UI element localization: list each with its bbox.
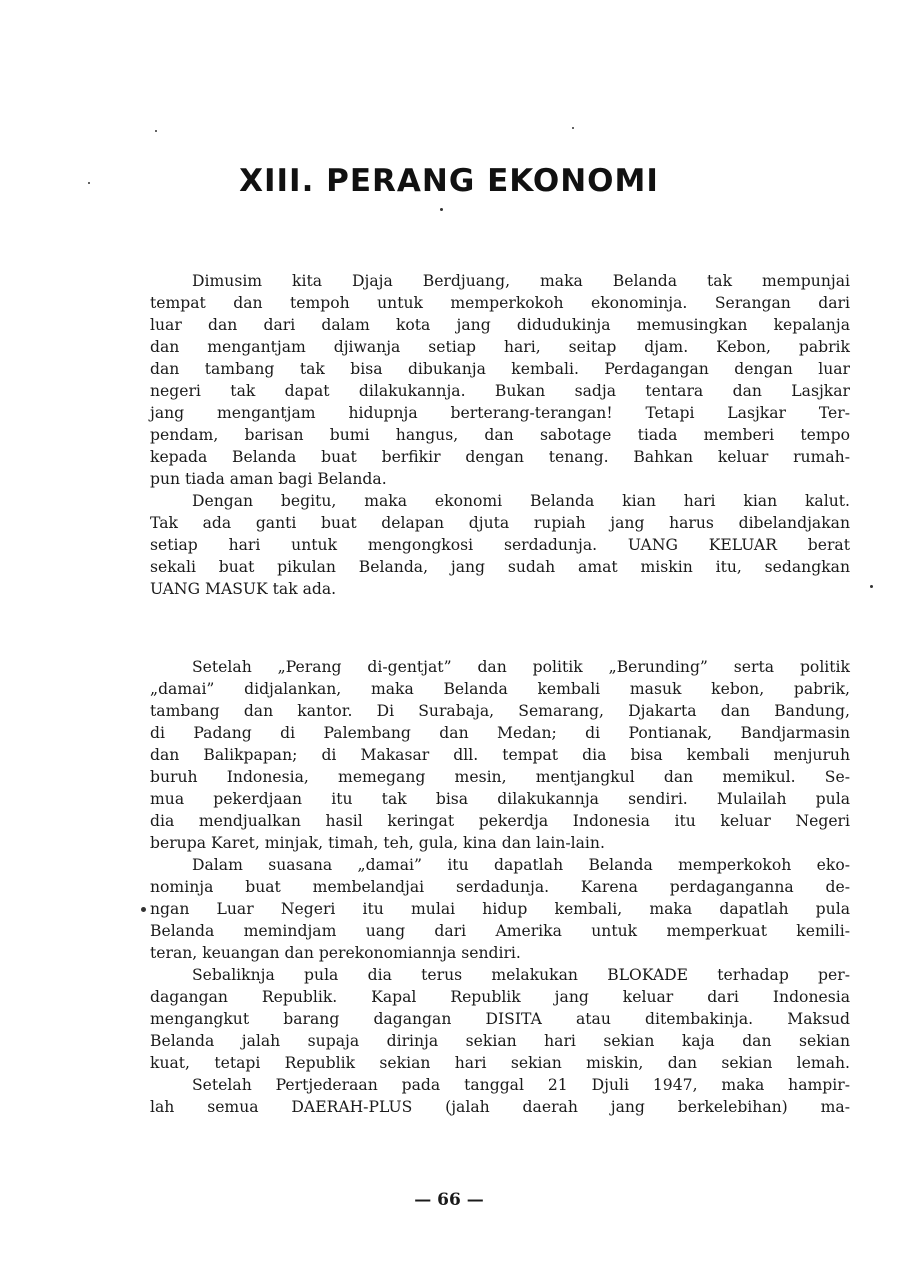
- text-line: Dengan begitu, maka ekonomi Belanda kian hari kian kalut.: [192, 492, 850, 510]
- text-line: Setelah Pertjederaan pada tanggal 21 Djuli 1947, maka hampir-: [192, 1076, 850, 1094]
- text-line: tempat dan tempoh untuk memperkokoh ekonominja. Serangan dari: [150, 294, 850, 312]
- text-line: luar dan dari dalam kota jang didudukinja memusingkan kepalanja: [150, 316, 850, 334]
- text-line: Sebaliknja pula dia terus melakukan BLOKADE terhadap per-: [192, 966, 850, 984]
- text-line: jang mengantjam hidupnja berterang-terangan! Tetapi Lasjkar Ter-: [150, 404, 850, 422]
- text-line: lah semua DAERAH-PLUS (jalah daerah jang berkelebihan) ma-: [150, 1098, 850, 1116]
- scan-speck: [572, 127, 574, 129]
- scan-speck: [440, 208, 443, 211]
- text-line: pun tiada aman bagi Belanda.: [150, 470, 387, 488]
- section-2-text: [150, 656, 850, 1118]
- page-number: — 66 —: [414, 1190, 484, 1210]
- text-line: pendam, barisan bumi hangus, dan sabotage tiada memberi tempo: [150, 426, 850, 444]
- text-line: Dalam suasana „damai” itu dapatlah Belanda memperkokoh eko-: [192, 856, 850, 874]
- chapter-title: XIII. PERANG EKONOMI: [239, 163, 659, 199]
- text-line: Tak ada ganti buat delapan djuta rupiah jang harus dibelandjakan: [150, 514, 850, 532]
- text-line: buruh Indonesia, memegang mesin, mentjangkul dan memikul. Se-: [150, 768, 850, 786]
- text-line: tambang dan kantor. Di Surabaja, Semarang, Djakarta dan Bandung,: [150, 702, 850, 720]
- text-line: Belanda jalah supaja dirinja sekian hari sekian kaja dan sekian: [150, 1032, 850, 1050]
- text-line: dan Balikpapan; di Makasar dll. tempat dia bisa kembali menjuruh: [150, 746, 850, 764]
- text-line: setiap hari untuk mengongkosi serdadunja. UANG KELUAR berat: [150, 536, 850, 554]
- text-line: berupa Karet, minjak, timah, teh, gula, kina dan lain-lain.: [150, 834, 605, 852]
- text-line: kepada Belanda buat berfikir dengan tenang. Bahkan keluar rumah-: [150, 448, 850, 466]
- scan-speck: [870, 585, 873, 588]
- text-line: ngan Luar Negeri itu mulai hidup kembali, maka dapatlah pula: [150, 900, 850, 918]
- text-line: mengangkut barang dagangan DISITA atau ditembakinja. Maksud: [150, 1010, 850, 1028]
- text-line: di Padang di Palembang dan Medan; di Pontianak, Bandjarmasin: [150, 724, 850, 742]
- text-line: dan tambang tak bisa dibukanja kembali. Perdagangan dengan luar: [150, 360, 850, 378]
- text-line: nominja buat membelandjai serdadunja. Karena perdaganganna de-: [150, 878, 850, 896]
- text-line: sekali buat pikulan Belanda, jang sudah amat miskin itu, sedangkan: [150, 558, 850, 576]
- text-line: „damai” didjalankan, maka Belanda kembali masuk kebon, pabrik,: [150, 680, 850, 698]
- text-line: UANG MASUK tak ada.: [150, 580, 337, 598]
- text-line: dia mendjualkan hasil keringat pekerdja Indonesia itu keluar Negeri: [150, 812, 850, 830]
- scan-speck: [141, 907, 146, 912]
- text-line: Belanda memindjam uang dari Amerika untuk memperkuat kemili-: [150, 922, 850, 940]
- scan-speck: [155, 130, 157, 132]
- text-line: Setelah „Perang di-gentjat” dan politik „Berunding” serta politik: [192, 658, 850, 676]
- section-1-text: [150, 270, 850, 600]
- text-line: negeri tak dapat dilakukannja. Bukan sadja tentara dan Lasjkar: [150, 382, 850, 400]
- text-line: kuat, tetapi Republik sekian hari sekian miskin, dan sekian lemah.: [150, 1054, 850, 1072]
- text-line: Dimusim kita Djaja Berdjuang, maka Belanda tak mempunjai: [192, 272, 850, 290]
- text-line: dagangan Republik. Kapal Republik jang keluar dari Indonesia: [150, 988, 850, 1006]
- text-line: dan mengantjam djiwanja setiap hari, seitap djam. Kebon, pabrik: [150, 338, 850, 356]
- text-line: mua pekerdjaan itu tak bisa dilakukannja sendiri. Mulailah pula: [150, 790, 850, 808]
- text-line: teran, keuangan dan perekonomiannja sendiri.: [150, 944, 521, 962]
- scan-speck: [88, 182, 90, 184]
